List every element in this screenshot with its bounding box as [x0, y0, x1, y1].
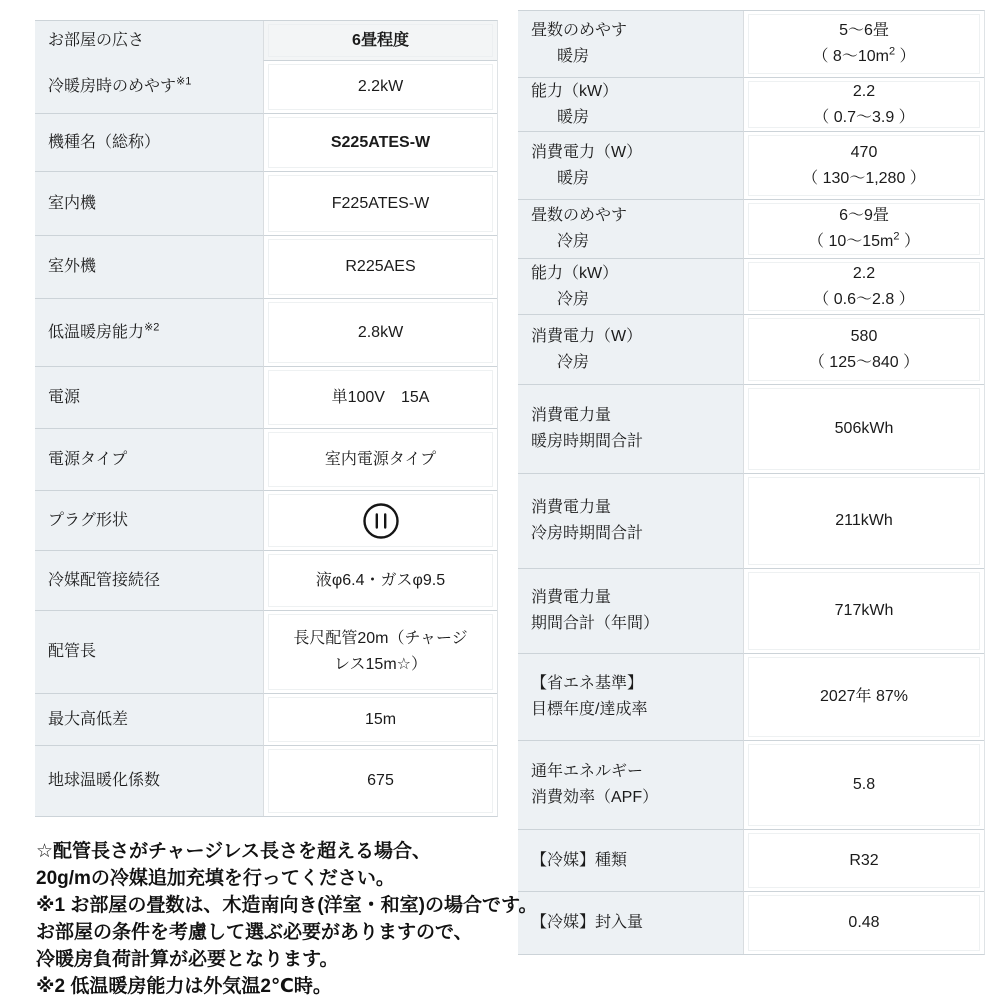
table-row — [518, 653, 984, 740]
spec-value-line: 2027年 87% — [819, 688, 909, 705]
spec-label: 能力（kW） 冷房 — [518, 258, 743, 314]
table-row — [35, 366, 497, 428]
spec-value-line: （ 8〜$10m^2$ ） — [812, 45, 916, 65]
spec-value-line: （ 0.7〜3.9 ） — [813, 108, 915, 126]
table-row — [518, 568, 984, 653]
spec-value-line: （ 125〜840 ） — [808, 353, 920, 371]
spec-label: 消費電力量 暖房時期間合計 — [518, 384, 743, 473]
spec-value — [263, 171, 497, 235]
table-row — [35, 171, 497, 235]
spec-value — [743, 473, 984, 568]
footnotes — [36, 838, 537, 1000]
table-row — [35, 60, 497, 113]
spec-value-line: 5〜6畳 — [839, 22, 889, 39]
table-row — [35, 21, 497, 60]
spec-value — [743, 384, 984, 473]
spec-value — [743, 314, 984, 384]
table-row — [518, 740, 984, 829]
spec-value-line: （ 0.6〜2.8 ） — [813, 290, 915, 308]
spec-label: 地球温暖化係数 — [35, 745, 263, 816]
spec-value-line: 2.2 — [852, 264, 876, 282]
spec-label: 電源 — [35, 366, 263, 428]
footnote-line: お部屋の条件を考慮して選ぶ必要がありますので、 — [36, 922, 473, 943]
spec-label: お部屋の広さ — [35, 21, 263, 60]
spec-value — [263, 550, 497, 610]
spec-value-line: S225ATES-W — [330, 133, 431, 151]
spec-value-line: 2.2 — [852, 82, 876, 100]
spec-value-line: 2.2kW — [357, 78, 404, 95]
spec-value — [263, 490, 497, 550]
spec-value-line: 室内電源タイプ — [324, 450, 437, 468]
spec-value — [743, 829, 984, 891]
table-row — [518, 314, 984, 384]
spec-value — [263, 693, 497, 745]
spec-value-line: R32 — [849, 851, 879, 869]
spec-table-right — [518, 10, 985, 955]
spec-value-line: 675 — [367, 772, 394, 789]
table-row — [518, 11, 984, 77]
table-row — [35, 610, 497, 693]
spec-value-line: 単100V 15A — [331, 388, 430, 406]
spec-label: 配管長 — [35, 610, 263, 693]
footnote-line: ☆配管長さがチャージレス長さを超える場合、 — [36, 841, 432, 862]
spec-value-line: レス15m☆） — [334, 656, 427, 673]
spec-label: 能力（kW） 暖房 — [518, 77, 743, 131]
spec-label: 消費電力（W） 暖房 — [518, 131, 743, 199]
spec-value-line: （ 130〜1,280 ） — [802, 169, 926, 187]
table-row — [518, 131, 984, 199]
spec-value — [743, 891, 984, 954]
spec-value-line: 6畳程度 — [352, 31, 409, 49]
spec-label: 冷暖房時のめやす$^{※1}$ — [35, 60, 263, 113]
spec-value — [263, 366, 497, 428]
spec-value — [743, 11, 984, 77]
spec-value-line: R225AES — [345, 258, 416, 275]
spec-label: 冷媒配管接続径 — [35, 550, 263, 610]
table-row — [518, 891, 984, 954]
table-row — [35, 298, 497, 366]
spec-label: 【省エネ基準】 目標年度/達成率 — [518, 653, 743, 740]
table-row — [518, 199, 984, 258]
spec-value — [263, 298, 497, 366]
table-row — [35, 745, 497, 816]
spec-value — [743, 131, 984, 199]
spec-table-left — [35, 20, 498, 817]
spec-label: 最大高低差 — [35, 693, 263, 745]
spec-value — [743, 568, 984, 653]
spec-label: 消費電力量 冷房時期間合計 — [518, 473, 743, 568]
spec-label: プラグ形状 — [35, 490, 263, 550]
spec-label: 室内機 — [35, 171, 263, 235]
spec-value-line: 6〜9畳 — [839, 207, 889, 224]
spec-value-line: 0.48 — [848, 914, 880, 931]
spec-value-line: 15m — [364, 710, 397, 728]
spec-label: 畳数のめやす 暖房 — [518, 11, 743, 77]
spec-value — [743, 77, 984, 131]
spec-value-line: F225ATES-W — [331, 194, 430, 212]
spec-value — [743, 653, 984, 740]
spec-label: 【冷媒】封入量 — [518, 891, 743, 954]
spec-value — [263, 428, 497, 490]
table-row — [518, 473, 984, 568]
table-row — [35, 490, 497, 550]
spec-value — [263, 235, 497, 298]
table-row — [518, 258, 984, 314]
spec-label: 通年エネルギー 消費効率（APF） — [518, 740, 743, 829]
spec-value — [263, 745, 497, 816]
plug-icon — [361, 501, 401, 541]
spec-value-line: 2.8kW — [357, 323, 404, 341]
table-row — [35, 113, 497, 171]
table-row — [518, 77, 984, 131]
spec-value — [263, 610, 497, 693]
spec-value-line: （ 10〜$15m^2$ ） — [808, 230, 920, 250]
spec-value-line: 長尺配管20m（チャージ — [293, 630, 468, 647]
spec-value-line: 717kWh — [834, 602, 894, 619]
spec-label: 低温暖房能力$^{※2}$ — [35, 298, 263, 366]
spec-value-line: 580 — [850, 327, 878, 345]
footnote-line: ※1 お部屋の畳数は、木造南向き(洋室・和室)の場合です。 — [36, 895, 538, 916]
spec-label: 【冷媒】種類 — [518, 829, 743, 891]
spec-value — [743, 199, 984, 258]
footnote-line: 20g/mの冷媒追加充填を行ってください。 — [36, 868, 395, 889]
table-row — [35, 428, 497, 490]
spec-value — [743, 258, 984, 314]
spec-label: 消費電力（W） 冷房 — [518, 314, 743, 384]
spec-value-line: 211kWh — [835, 512, 893, 529]
spec-value-line: 470 — [850, 143, 878, 161]
spec-value — [263, 60, 497, 113]
spec-value — [263, 113, 497, 171]
spec-value — [743, 740, 984, 829]
spec-label: 機種名（総称） — [35, 113, 263, 171]
spec-label: 室外機 — [35, 235, 263, 298]
spec-value — [263, 21, 497, 60]
spec-value-line: 506kWh — [834, 420, 894, 437]
table-row — [35, 693, 497, 745]
spec-label: 消費電力量 期間合計（年間） — [518, 568, 743, 653]
table-row — [35, 550, 497, 610]
table-row — [35, 235, 497, 298]
footnote-line: 冷暖房負荷計算が必要となります。 — [36, 949, 339, 970]
table-row — [518, 384, 984, 473]
spec-label: 電源タイプ — [35, 428, 263, 490]
spec-value-line: 液φ6.4・ガスφ9.5 — [315, 571, 446, 589]
table-row — [518, 829, 984, 891]
footnote-line: ※2 低温暖房能力は外気温2℃時。 — [36, 976, 332, 997]
spec-value-line: 5.8 — [852, 776, 876, 793]
spec-label: 畳数のめやす 冷房 — [518, 199, 743, 258]
